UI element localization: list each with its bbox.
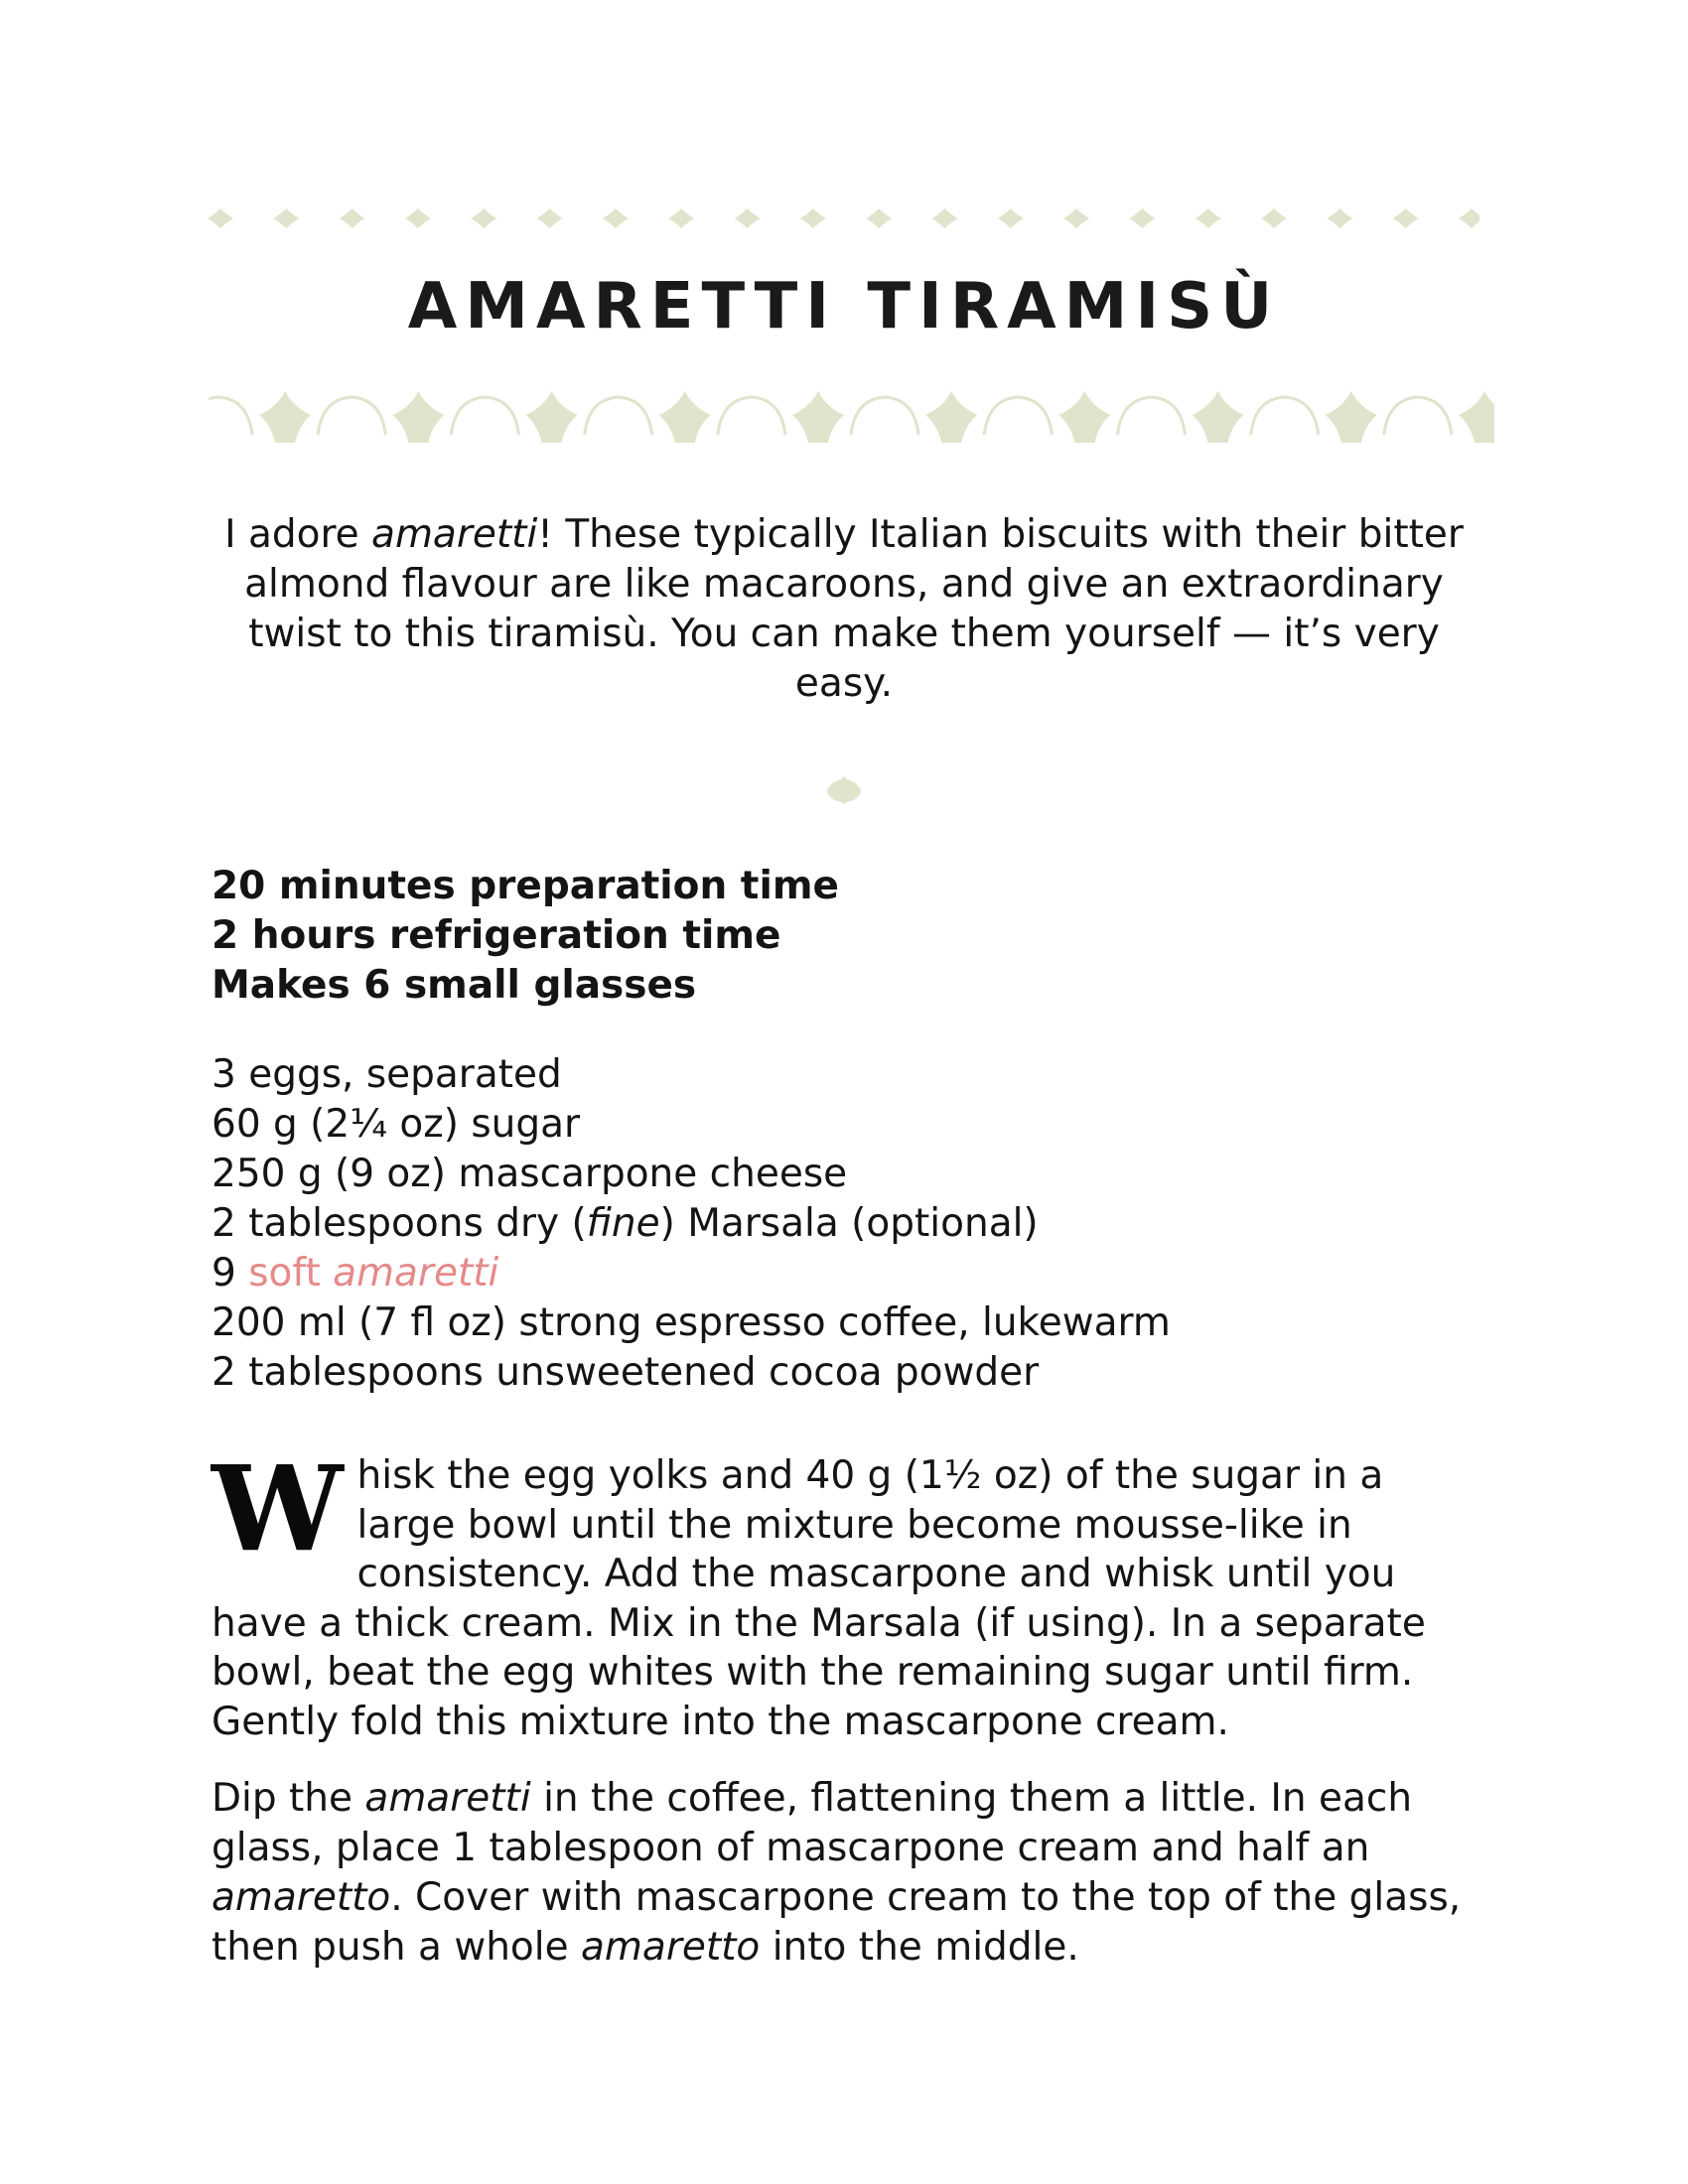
scallop-lace-icon xyxy=(318,397,385,435)
diamond-dot-icon xyxy=(1129,208,1155,228)
scallop-lace-icon xyxy=(1459,391,1494,443)
scallop-lace-icon xyxy=(718,397,785,435)
scallop-lace-icon xyxy=(1193,391,1244,443)
scallop-lace-icon xyxy=(585,397,652,435)
diamond-dot-icon xyxy=(340,208,365,228)
scallop-lace-icon xyxy=(792,391,844,443)
scallop-lace-icon xyxy=(1384,397,1452,435)
diamond-dot-icon xyxy=(866,208,892,228)
method-step-2: Dip the amaretti in the coffee, flattening them a little. In each glass, place 1 tablespoon of mascarpone cream and half an amaretto. Cover with mascarpone cream to the top of the glass, then push a whole amaretto into the middle. xyxy=(211,1776,1462,1970)
prep-time: 20 minutes preparation time xyxy=(211,864,839,908)
ingredient-item: 60 g (2¼ oz) sugar xyxy=(211,1102,581,1147)
soft-amaretti-link[interactable]: soft amaretti xyxy=(248,1251,499,1296)
recipe-title: AMARETTI TIRAMISÙ xyxy=(407,270,1281,343)
ingredient-item: 200 ml (7 fl oz) strong espresso coffee, lukewarm xyxy=(211,1300,1171,1345)
scallop-lace-icon xyxy=(925,391,977,443)
ingredient-item: 2 tablespoons dry (fine) Marsala (optional) xyxy=(211,1201,1039,1246)
diamond-dot-icon xyxy=(273,208,299,228)
scallop-lace-icon xyxy=(984,397,1052,435)
diamond-dot-icon xyxy=(603,208,629,228)
scallop-lace-icon xyxy=(1326,391,1377,443)
drop-cap: W xyxy=(211,1439,344,1577)
ingredient-item: 250 g (9 oz) mascarpone cheese xyxy=(211,1152,848,1196)
ingredient-item: 9 soft amaretti xyxy=(211,1251,499,1296)
recipe-meta xyxy=(211,862,1304,1011)
diamond-dot-icon xyxy=(998,208,1024,228)
scallop-lace-icon xyxy=(259,391,311,443)
diamond-dot-icon xyxy=(471,208,496,228)
method-step-1: Whisk the egg yolks and 40 g (1½ oz) of the sugar in a large bowl until the mixture become mousse-like in consistency. Add the mascarpone and whisk until you have a thick cream. Mix in the Marsala (if using). In a separate bowl, beat the egg whites with the remaining sugar until firm. Gently fold this mixture into the mascarpone cream. xyxy=(211,1439,1426,1744)
scallop-lace-icon xyxy=(209,397,252,435)
scallop-lace-icon xyxy=(1251,397,1319,435)
diamond-dot-row xyxy=(209,205,1479,232)
recipe-intro: I adore amaretti! These typically Italian biscuits with their bitter almond flavour are like macaroons, and give an extraordinary twist to this tiramisù. You can make them yourself — it’s very easy. xyxy=(224,512,1464,706)
scallop-lace-icon xyxy=(526,391,578,443)
scallop-lace-icon xyxy=(659,391,711,443)
ingredient-item: 3 eggs, separated xyxy=(211,1052,562,1097)
diamond-dot-icon xyxy=(537,208,563,228)
diamond-dot-icon xyxy=(931,208,957,228)
diamond-dot-icon xyxy=(1327,208,1352,228)
refrigeration-time: 2 hours refrigeration time xyxy=(211,913,781,958)
diamond-dot-icon xyxy=(1261,208,1287,228)
scallop-lace-icon xyxy=(851,397,918,435)
scallop-lace-icon xyxy=(1058,391,1110,443)
scallop-lace-icon xyxy=(451,397,518,435)
scallop-lace-icon xyxy=(1117,397,1185,435)
diamond-dot-icon xyxy=(800,208,826,228)
diamond-dot-icon xyxy=(1063,208,1089,228)
ingredient-list xyxy=(211,1050,1403,1398)
ingredient-item: 2 tablespoons unsweetened cocoa powder xyxy=(211,1350,1040,1395)
diamond-dot-icon xyxy=(735,208,761,228)
diamond-dot-icon xyxy=(405,208,431,228)
diamond-dot-icon xyxy=(1196,208,1221,228)
diamond-dot-icon xyxy=(668,208,694,228)
diamond-dot-icon xyxy=(209,208,233,228)
diamond-dot-icon xyxy=(1393,208,1419,228)
diamond-dot-icon xyxy=(1459,208,1479,228)
yield: Makes 6 small glasses xyxy=(211,963,697,1008)
scallop-lace-border xyxy=(209,385,1494,451)
fleur-ornament-icon xyxy=(824,774,864,806)
scallop-lace-icon xyxy=(392,391,444,443)
